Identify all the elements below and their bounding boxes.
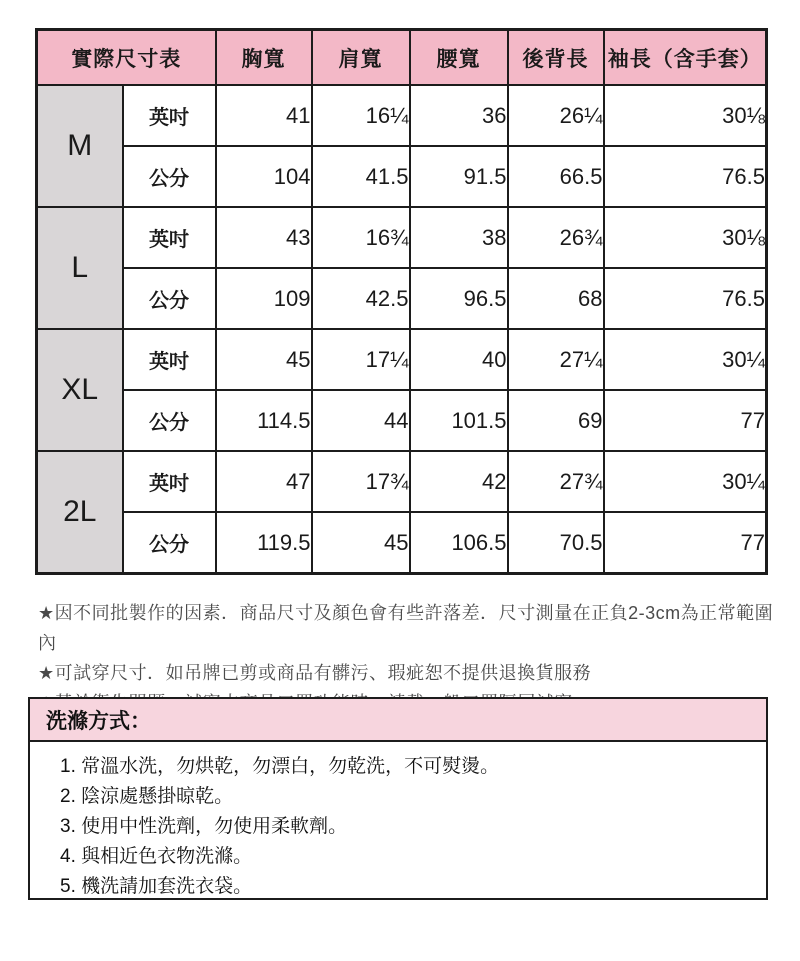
- size-cell-2l: 2L: [37, 451, 123, 574]
- value-cell: 42.5: [312, 268, 410, 329]
- value-cell: 76.5: [604, 146, 767, 207]
- unit-cell: 公分: [123, 512, 216, 574]
- value-cell: 119.5: [216, 512, 312, 574]
- value-cell: 76.5: [604, 268, 767, 329]
- value-cell: 77: [604, 390, 767, 451]
- value-cell: 41: [216, 85, 312, 146]
- value-cell: 45: [312, 512, 410, 574]
- washing-item: 2. 陰涼處懸掛晾乾。: [60, 786, 234, 807]
- unit-cell: 公分: [123, 390, 216, 451]
- col-header-chest-width: 胸寬: [216, 30, 312, 86]
- value-cell: 47: [216, 451, 312, 512]
- value-cell: 17¾: [312, 451, 410, 512]
- value-cell: 69: [508, 390, 604, 451]
- col-header-sleeve-length: 袖長（含手套）: [604, 30, 767, 86]
- value-cell: 26¾: [508, 207, 604, 268]
- size-cell-xl: XL: [37, 329, 123, 451]
- table-row: [37, 390, 767, 451]
- washing-title: 洗滌方式：: [30, 699, 766, 742]
- value-cell: 43: [216, 207, 312, 268]
- col-header-shoulder-width: 肩寬: [312, 30, 410, 86]
- value-cell: 30¼: [604, 329, 767, 390]
- value-cell: 41.5: [312, 146, 410, 207]
- unit-cell: 英吋: [123, 207, 216, 268]
- table-row: [37, 146, 767, 207]
- washing-item: 1. 常溫水洗，勿烘乾，勿漂白，勿乾洗，不可熨燙。: [60, 756, 500, 777]
- table-row: [37, 268, 767, 329]
- table-row: [37, 85, 767, 146]
- value-cell: 38: [410, 207, 508, 268]
- value-cell: 96.5: [410, 268, 508, 329]
- value-cell: 30⅛: [604, 207, 767, 268]
- value-cell: 109: [216, 268, 312, 329]
- col-header-waist-width: 腰寬: [410, 30, 508, 86]
- table-row: [37, 207, 767, 268]
- size-cell-m: M: [37, 85, 123, 207]
- value-cell: 36: [410, 85, 508, 146]
- value-cell: 66.5: [508, 146, 604, 207]
- value-cell: 77: [604, 512, 767, 574]
- value-cell: 17¼: [312, 329, 410, 390]
- washing-item: 4. 與相近色衣物洗滌。: [60, 846, 253, 867]
- value-cell: 27¼: [508, 329, 604, 390]
- unit-cell: 英吋: [123, 85, 216, 146]
- actual-size-label: 實際尺寸表: [37, 30, 216, 86]
- value-cell: 26¼: [508, 85, 604, 146]
- washing-item: 5. 機洗請加套洗衣袋。: [60, 876, 253, 897]
- size-chart-table: [35, 28, 768, 575]
- table-row: [37, 451, 767, 512]
- table-row: [37, 512, 767, 574]
- value-cell: 106.5: [410, 512, 508, 574]
- washing-instructions: [30, 742, 766, 902]
- value-cell: 101.5: [410, 390, 508, 451]
- unit-cell: 英吋: [123, 329, 216, 390]
- note-line: ★因不同批製作的因素．商品尺寸及顏色會有些許落差．尺寸測量在正負2-3cm為正常範圍內: [38, 603, 774, 653]
- value-cell: 16¼: [312, 85, 410, 146]
- table-header-row: [37, 30, 767, 86]
- note-line: ★可試穿尺寸．如吊牌已剪或商品有髒污、瑕疵恕不提供退換貨服務: [38, 663, 592, 683]
- value-cell: 70.5: [508, 512, 604, 574]
- value-cell: 114.5: [216, 390, 312, 451]
- value-cell: 68: [508, 268, 604, 329]
- washing-item: 3. 使用中性洗劑，勿使用柔軟劑。: [60, 816, 348, 837]
- value-cell: 16¾: [312, 207, 410, 268]
- value-cell: 104: [216, 146, 312, 207]
- unit-cell: 公分: [123, 268, 216, 329]
- col-header-back-length: 後背長: [508, 30, 604, 86]
- value-cell: 30¼: [604, 451, 767, 512]
- value-cell: 91.5: [410, 146, 508, 207]
- unit-cell: 公分: [123, 146, 216, 207]
- value-cell: 42: [410, 451, 508, 512]
- table-row: [37, 329, 767, 390]
- value-cell: 40: [410, 329, 508, 390]
- washing-box: [28, 697, 768, 900]
- unit-cell: 英吋: [123, 451, 216, 512]
- value-cell: 44: [312, 390, 410, 451]
- value-cell: 27¾: [508, 451, 604, 512]
- value-cell: 45: [216, 329, 312, 390]
- size-cell-l: L: [37, 207, 123, 329]
- value-cell: 30⅛: [604, 85, 767, 146]
